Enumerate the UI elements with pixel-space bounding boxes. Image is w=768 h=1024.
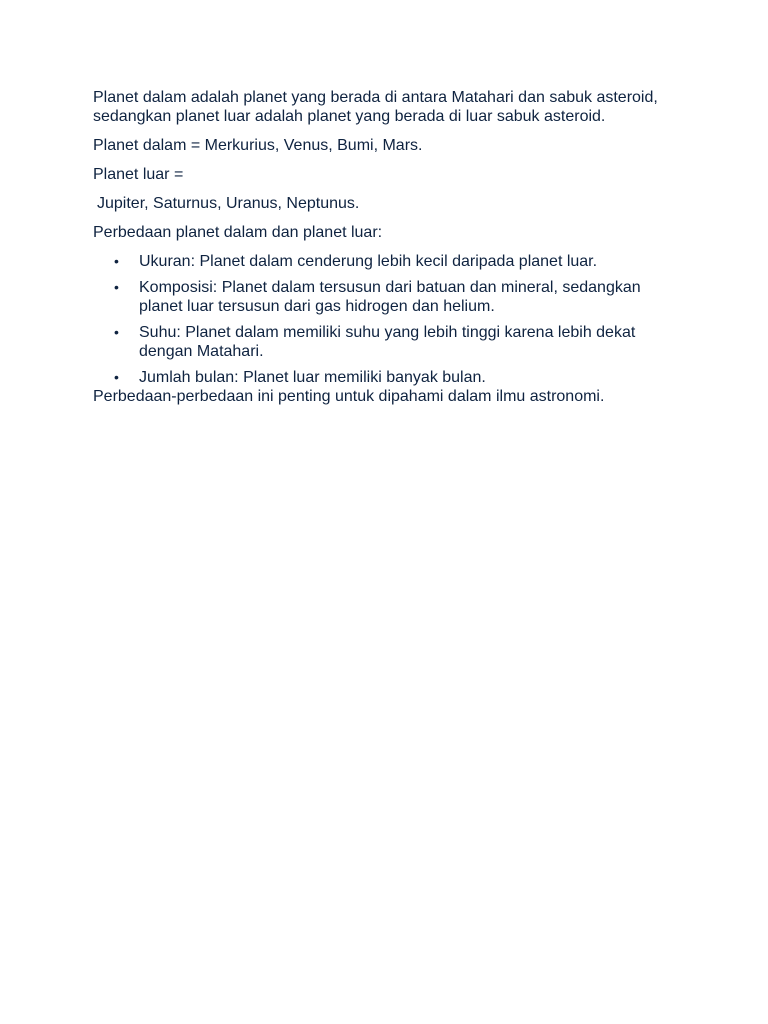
intro-paragraph: Planet dalam adalah planet yang berada di antara Matahari dan sabuk asteroid, sedangkan planet luar adalah planet yang berada di luar sabuk asteroid.: [93, 89, 658, 125]
differences-heading: Perbedaan planet dalam dan planet luar:: [93, 224, 383, 241]
document-body: [93, 88, 683, 406]
list-item-text: Ukuran: Planet dalam cenderung lebih kecil daripada planet luar.: [139, 253, 598, 270]
bullet-icon: •: [114, 369, 119, 385]
list-item-text: Komposisi: Planet dalam tersusun dari batuan dan mineral, sedangkan planet luar tersusun dari gas hidrogen dan helium.: [139, 279, 641, 315]
list-item: [93, 278, 683, 316]
bullet-icon: •: [114, 279, 119, 295]
bullet-icon: •: [114, 324, 119, 340]
list-item-text: Suhu: Planet dalam memiliki suhu yang lebih tinggi karena lebih dekat dengan Matahari.: [139, 324, 636, 360]
list-item-text: Jumlah bulan: Planet luar memiliki banyak bulan.: [139, 369, 486, 386]
outer-planets-label: Planet luar =: [93, 166, 184, 183]
outer-planets-line: Jupiter, Saturnus, Uranus, Neptunus.: [97, 195, 360, 212]
inner-planets-line: Planet dalam = Merkurius, Venus, Bumi, Mars.: [93, 137, 423, 154]
list-item: [93, 368, 683, 387]
bullet-icon: •: [114, 253, 119, 269]
differences-list: [93, 252, 683, 387]
closing-paragraph: Perbedaan-perbedaan ini penting untuk dipahami dalam ilmu astronomi.: [93, 388, 605, 405]
list-item: [93, 323, 683, 361]
list-item: [93, 252, 683, 271]
